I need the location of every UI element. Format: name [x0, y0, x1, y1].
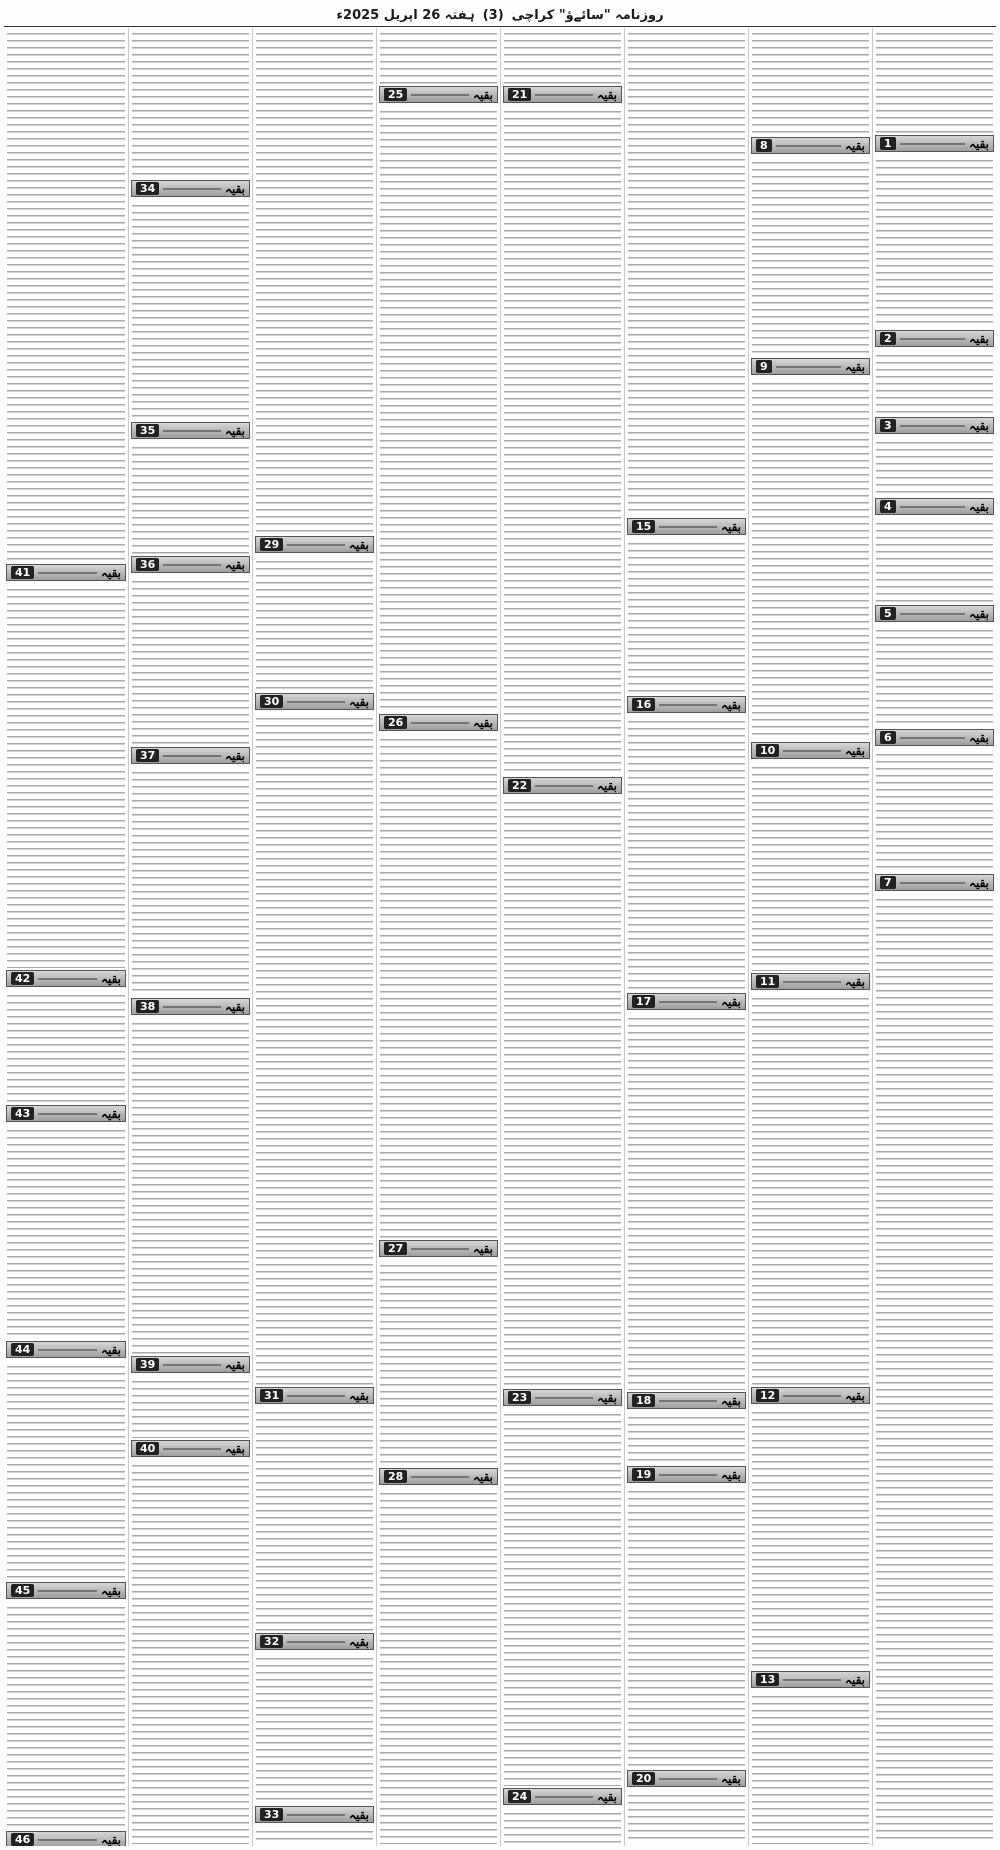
- banner-swoosh: [411, 722, 469, 724]
- banner-number: 40: [136, 1442, 159, 1455]
- banner-swoosh: [287, 1641, 345, 1643]
- continuation-banner: [751, 137, 870, 154]
- banner-label: بقیہ: [844, 1672, 865, 1687]
- banner-label: بقیہ: [844, 138, 865, 153]
- banner-number: 18: [632, 1394, 655, 1407]
- masthead: [4, 4, 996, 27]
- banner-swoosh: [783, 1395, 841, 1397]
- column-5: [376, 28, 500, 1846]
- banner-number: 21: [508, 88, 531, 101]
- banner-label: بقیہ: [472, 1469, 493, 1484]
- banner-label: بقیہ: [472, 1241, 493, 1256]
- banner-label: بقیہ: [100, 1342, 121, 1357]
- banner-label: بقیہ: [968, 875, 989, 890]
- article-text-block: [752, 1693, 869, 1844]
- banner-number: 5: [880, 607, 896, 620]
- article-text-block: [504, 1411, 621, 1786]
- banner-label: بقیہ: [968, 606, 989, 621]
- banner-swoosh: [900, 143, 965, 145]
- article-text-block: [876, 896, 993, 1844]
- banner-label: بقیہ: [224, 748, 245, 763]
- banner-swoosh: [659, 1001, 717, 1003]
- article-text-block: [876, 352, 993, 415]
- continuation-banner: [875, 605, 994, 622]
- banner-label: بقیہ: [224, 1357, 245, 1372]
- banner-swoosh: [163, 1448, 221, 1450]
- article-text-block: [504, 1810, 621, 1844]
- banner-swoosh: [287, 701, 345, 703]
- banner-number: 25: [384, 88, 407, 101]
- continuation-banner: [875, 330, 994, 347]
- continuation-banner: [379, 714, 498, 731]
- banner-swoosh: [411, 1248, 469, 1250]
- banner-swoosh: [38, 978, 97, 980]
- banner-number: 38: [136, 1000, 159, 1013]
- banner-number: 27: [384, 1242, 407, 1255]
- banner-label: بقیہ: [720, 519, 741, 534]
- banner-swoosh: [38, 1113, 97, 1115]
- continuation-banner: [875, 417, 994, 434]
- continuation-banner: [6, 970, 126, 987]
- banner-number: 33: [260, 1808, 283, 1821]
- banner-swoosh: [535, 1397, 593, 1399]
- banner-swoosh: [776, 366, 841, 368]
- column-1: [872, 28, 996, 1846]
- continuation-banner: [627, 1770, 746, 1787]
- article-text-block: [628, 1015, 745, 1390]
- banner-swoosh: [900, 425, 965, 427]
- article-text-block: [256, 1655, 373, 1804]
- continuation-banner: [131, 422, 250, 439]
- banner-number: 36: [136, 558, 159, 571]
- continuation-banner: [6, 564, 126, 581]
- banner-label: بقیہ: [596, 778, 617, 793]
- banner-swoosh: [535, 785, 593, 787]
- banner-swoosh: [38, 1349, 97, 1351]
- continuation-banner: [131, 998, 250, 1015]
- banner-number: 39: [136, 1358, 159, 1371]
- article-text-block: [752, 30, 869, 135]
- article-text-block: [7, 586, 125, 968]
- banner-label: بقیہ: [224, 181, 245, 196]
- article-text-block: [7, 992, 125, 1103]
- banner-label: بقیہ: [100, 565, 121, 580]
- article-text-block: [752, 1409, 869, 1669]
- continuation-banner: [751, 742, 870, 759]
- article-text-block: [628, 30, 745, 516]
- column-7: [128, 28, 252, 1846]
- column-3: [624, 28, 748, 1846]
- banner-label: بقیہ: [720, 1771, 741, 1786]
- article-text-block: [380, 736, 497, 1238]
- banner-swoosh: [900, 506, 965, 508]
- banner-number: 43: [11, 1107, 34, 1120]
- continuation-banner: [627, 696, 746, 713]
- banner-number: 30: [260, 695, 283, 708]
- banner-label: بقیہ: [968, 136, 989, 151]
- article-text-block: [132, 1378, 249, 1438]
- banner-swoosh: [163, 188, 221, 190]
- continuation-banner: [627, 1466, 746, 1483]
- article-text-block: [628, 1488, 745, 1768]
- banner-swoosh: [163, 430, 221, 432]
- banner-label: بقیہ: [348, 537, 369, 552]
- banner-swoosh: [535, 1796, 593, 1798]
- banner-swoosh: [287, 1395, 345, 1397]
- banner-number: 15: [632, 520, 655, 533]
- banner-label: بقیہ: [472, 87, 493, 102]
- article-text-block: [132, 578, 249, 745]
- article-text-block: [752, 995, 869, 1385]
- article-text-block: [504, 799, 621, 1387]
- banner-number: 6: [880, 731, 896, 744]
- article-text-block: [7, 30, 125, 562]
- banner-number: 45: [11, 1584, 34, 1597]
- banner-number: 11: [756, 975, 779, 988]
- banner-swoosh: [38, 572, 97, 574]
- banner-swoosh: [900, 613, 965, 615]
- banner-label: بقیہ: [224, 1441, 245, 1456]
- article-text-block: [752, 764, 869, 971]
- banner-number: 4: [880, 500, 896, 513]
- article-text-block: [132, 1020, 249, 1354]
- banner-label: بقیہ: [100, 1832, 121, 1846]
- column-8: [4, 28, 128, 1846]
- banner-swoosh: [411, 1476, 469, 1478]
- article-text-block: [380, 30, 497, 84]
- banner-label: بقیہ: [596, 87, 617, 102]
- banner-label: بقیہ: [720, 994, 741, 1009]
- continuation-banner: [131, 747, 250, 764]
- column-6: [252, 28, 376, 1846]
- banner-swoosh: [783, 1679, 841, 1681]
- article-text-block: [380, 108, 497, 712]
- banner-label: بقیہ: [968, 418, 989, 433]
- article-text-block: [628, 718, 745, 991]
- continuation-banner: [131, 1440, 250, 1457]
- continuation-banner: [379, 1468, 498, 1485]
- banner-swoosh: [287, 1814, 345, 1816]
- banner-label: بقیہ: [844, 974, 865, 989]
- continuation-banner: [131, 1356, 250, 1373]
- article-text-block: [132, 202, 249, 420]
- article-text-block: [380, 1490, 497, 1844]
- banner-swoosh: [783, 750, 841, 752]
- banner-number: 12: [756, 1389, 779, 1402]
- continuation-banner: [255, 1806, 374, 1823]
- banner-label: بقیہ: [720, 697, 741, 712]
- article-text-block: [876, 30, 993, 133]
- banner-number: 23: [508, 1391, 531, 1404]
- banner-label: بقیہ: [720, 1467, 741, 1482]
- banner-number: 35: [136, 424, 159, 437]
- banner-label: بقیہ: [596, 1789, 617, 1804]
- issue-date: ہفتہ 26 اپریل 2025ء: [336, 7, 475, 23]
- article-text-block: [256, 1409, 373, 1631]
- banner-number: 37: [136, 749, 159, 762]
- banner-swoosh: [783, 981, 841, 983]
- continuation-banner: [255, 536, 374, 553]
- continuation-banner: [751, 1671, 870, 1688]
- banner-swoosh: [776, 145, 841, 147]
- banner-swoosh: [659, 1778, 717, 1780]
- paper-name: روزنامہ "سائےؤ" کراچی: [511, 7, 664, 23]
- banner-label: بقیہ: [100, 971, 121, 986]
- banner-number: 24: [508, 1790, 531, 1803]
- banner-number: 13: [756, 1673, 779, 1686]
- article-text-block: [752, 159, 869, 356]
- columns: [4, 28, 996, 1846]
- continuation-banner: [503, 1389, 622, 1406]
- banner-number: 17: [632, 995, 655, 1008]
- banner-number: 2: [880, 332, 896, 345]
- banner-number: 10: [756, 744, 779, 757]
- continuation-banner: [503, 777, 622, 794]
- continuation-banner: [6, 1341, 126, 1358]
- continuation-banner: [6, 1582, 126, 1599]
- article-text-block: [876, 627, 993, 727]
- banner-swoosh: [163, 755, 221, 757]
- banner-label: بقیہ: [224, 423, 245, 438]
- continuation-banner: [875, 874, 994, 891]
- banner-number: 1: [880, 137, 896, 150]
- article-text-block: [256, 715, 373, 1385]
- banner-label: بقیہ: [968, 331, 989, 346]
- article-text-block: [256, 558, 373, 691]
- article-text-block: [504, 30, 621, 84]
- article-text-block: [752, 380, 869, 740]
- banner-swoosh: [900, 338, 965, 340]
- banner-number: 46: [11, 1833, 34, 1846]
- banner-label: بقیہ: [100, 1583, 121, 1598]
- banner-label: بقیہ: [844, 1388, 865, 1403]
- banner-label: بقیہ: [968, 499, 989, 514]
- continuation-banner: [255, 1633, 374, 1650]
- continuation-banner: [379, 1240, 498, 1257]
- banner-swoosh: [38, 1590, 97, 1592]
- banner-swoosh: [659, 526, 717, 528]
- article-text-block: [132, 1462, 249, 1844]
- continuation-banner: [627, 1392, 746, 1409]
- article-text-block: [876, 439, 993, 496]
- banner-label: بقیہ: [348, 1634, 369, 1649]
- banner-swoosh: [900, 882, 965, 884]
- banner-number: 19: [632, 1468, 655, 1481]
- continuation-banner: [131, 556, 250, 573]
- article-text-block: [380, 1262, 497, 1466]
- article-text-block: [132, 769, 249, 996]
- column-2: [748, 28, 872, 1846]
- banner-label: بقیہ: [720, 1393, 741, 1408]
- banner-number: 31: [260, 1389, 283, 1402]
- continuation-banner: [875, 135, 994, 152]
- article-text-block: [876, 157, 993, 328]
- continuation-banner: [6, 1105, 126, 1122]
- banner-number: 16: [632, 698, 655, 711]
- continuation-banner: [751, 1387, 870, 1404]
- banner-swoosh: [287, 544, 345, 546]
- banner-swoosh: [163, 564, 221, 566]
- banner-number: 44: [11, 1343, 34, 1356]
- banner-swoosh: [659, 704, 717, 706]
- banner-label: بقیہ: [844, 359, 865, 374]
- continuation-banner: [503, 86, 622, 103]
- banner-swoosh: [163, 1006, 221, 1008]
- banner-number: 42: [11, 972, 34, 985]
- banner-number: 28: [384, 1470, 407, 1483]
- banner-number: 3: [880, 419, 896, 432]
- banner-swoosh: [900, 737, 965, 739]
- continuation-banner: [379, 86, 498, 103]
- article-text-block: [504, 108, 621, 775]
- banner-number: 22: [508, 779, 531, 792]
- continuation-banner: [6, 1831, 126, 1846]
- article-text-block: [628, 540, 745, 694]
- banner-label: بقیہ: [596, 1390, 617, 1405]
- article-text-block: [256, 30, 373, 534]
- continuation-banner: [131, 180, 250, 197]
- article-text-block: [256, 1828, 373, 1844]
- continuation-banner: [255, 693, 374, 710]
- banner-number: 41: [11, 566, 34, 579]
- article-text-block: [876, 751, 993, 872]
- article-text-block: [7, 1363, 125, 1580]
- banner-swoosh: [163, 1364, 221, 1366]
- continuation-banner: [255, 1387, 374, 1404]
- banner-label: بقیہ: [348, 1388, 369, 1403]
- page-number: (3): [482, 7, 504, 23]
- banner-swoosh: [659, 1474, 717, 1476]
- banner-swoosh: [659, 1400, 717, 1402]
- banner-swoosh: [38, 1839, 97, 1841]
- banner-number: 32: [260, 1635, 283, 1648]
- banner-swoosh: [411, 94, 469, 96]
- banner-number: 29: [260, 538, 283, 551]
- article-text-block: [628, 1414, 745, 1464]
- banner-label: بقیہ: [100, 1106, 121, 1121]
- continuation-banner: [751, 358, 870, 375]
- continuation-banner: [875, 498, 994, 515]
- banner-label: بقیہ: [844, 743, 865, 758]
- banner-label: بقیہ: [348, 1807, 369, 1822]
- banner-label: بقیہ: [472, 715, 493, 730]
- banner-number: 34: [136, 182, 159, 195]
- article-text-block: [132, 30, 249, 178]
- continuation-banner: [751, 973, 870, 990]
- banner-number: 7: [880, 876, 896, 889]
- article-text-block: [876, 520, 993, 603]
- article-text-block: [7, 1127, 125, 1339]
- continuation-banner: [627, 518, 746, 535]
- banner-label: بقیہ: [224, 557, 245, 572]
- article-text-block: [628, 1792, 745, 1844]
- continuation-banner: [503, 1788, 622, 1805]
- column-4: [500, 28, 624, 1846]
- banner-label: بقیہ: [348, 694, 369, 709]
- banner-label: بقیہ: [224, 999, 245, 1014]
- banner-number: 9: [756, 360, 772, 373]
- banner-number: 26: [384, 716, 407, 729]
- continuation-banner: [627, 993, 746, 1010]
- continuation-banner: [875, 729, 994, 746]
- banner-swoosh: [535, 94, 593, 96]
- banner-number: 8: [756, 139, 772, 152]
- article-text-block: [132, 444, 249, 554]
- article-text-block: [7, 1604, 125, 1829]
- banner-label: بقیہ: [968, 730, 989, 745]
- banner-number: 20: [632, 1772, 655, 1785]
